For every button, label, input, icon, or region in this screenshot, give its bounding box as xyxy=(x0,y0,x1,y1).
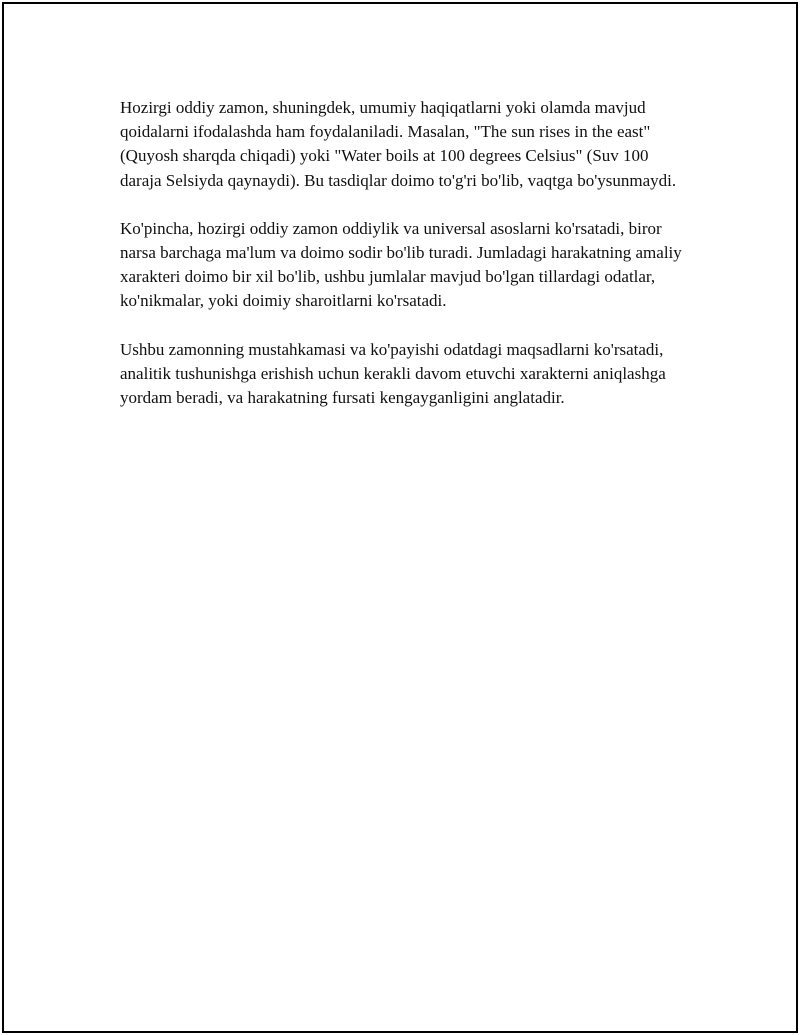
paragraph-2: Ko'pincha, hozirgi oddiy zamon oddiylik va universal asoslarni ko'rsatadi, biror narsa barchaga ma'lum va doimo sodir bo'lib turadi. Jumladagi harakatning amaliy xarakteri doimo bir xil bo'lib, ushbu jumlalar mavjud bo'lgan tillardagi odatlar, ko'nikmalar, yoki doimiy sharoitlarni ko'rsatadi. xyxy=(120,218,682,311)
document-page xyxy=(2,2,798,1033)
paragraph-3: Ushbu zamonning mustahkamasi va ko'payishi odatdagi maqsadlarni ko'rsatadi, analitik tushunishga erishish uchun kerakli davom etuvchi xarakterni aniqlashga yordam beradi, va harakatning fursati kengayganligini anglatadir. xyxy=(120,339,666,408)
document-body xyxy=(120,96,690,434)
paragraph-1: Hozirgi oddiy zamon, shuningdek, umumiy haqiqatlarni yoki olamda mavjud qoidalarni ifodalashda ham foydalaniladi. Masalan, "The sun rises in the east" (Quyosh sharqda chiqadi) yoki "Water boils at 100 degrees Celsius" (Suv 100 daraja Selsiyda qaynaydi). Bu tasdiqlar doimo to'g'ri bo'lib, vaqtga bo'ysunmaydi. xyxy=(120,98,677,190)
